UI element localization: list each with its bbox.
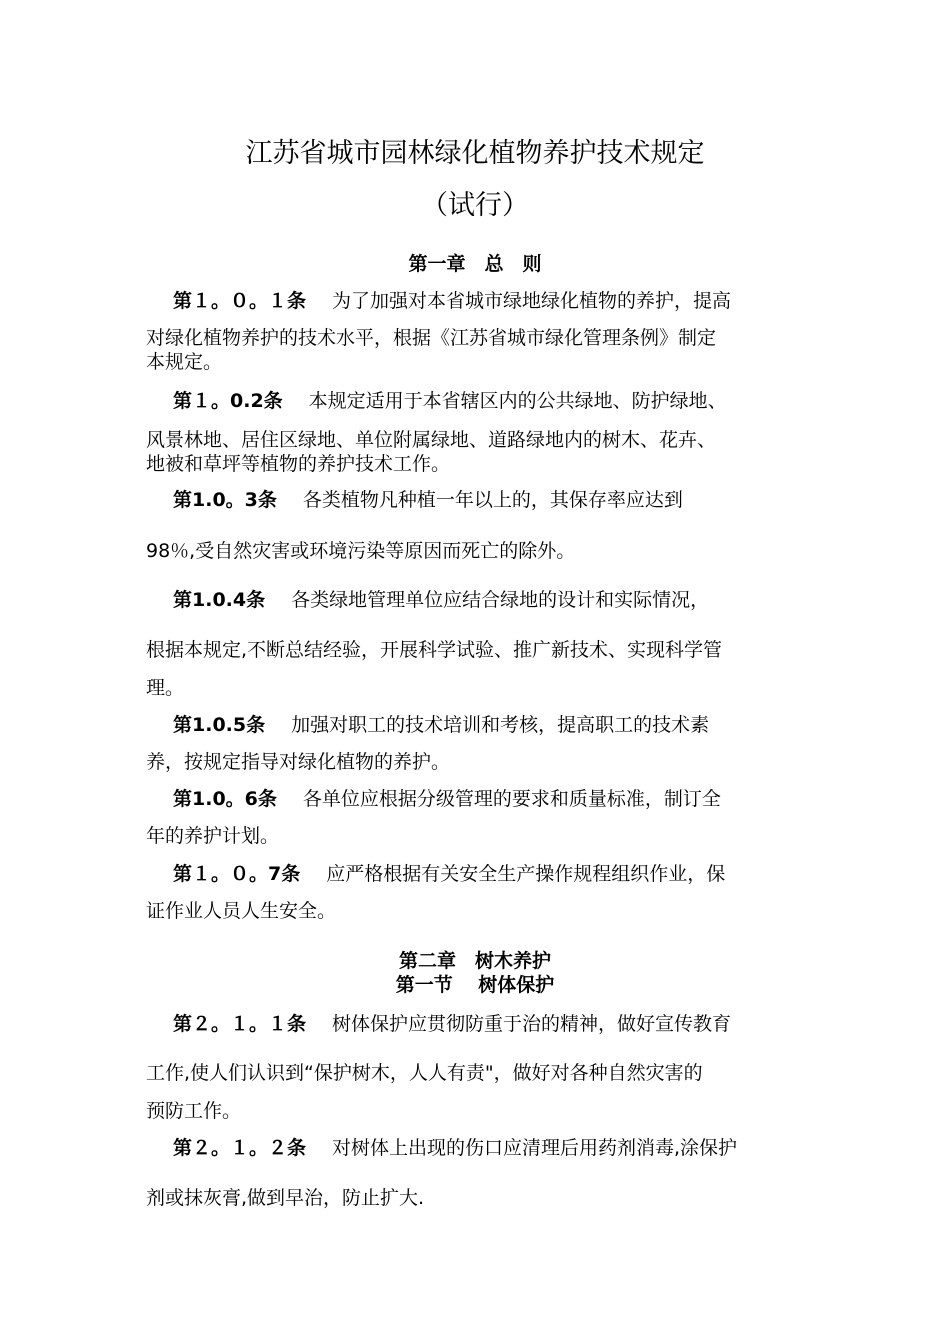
article-1-0-2-line-3: 地被和草坪等植物的养护技术工作。 <box>146 453 451 475</box>
article-number: 第１。０。7条 <box>173 863 301 885</box>
article-1-0-5-line-2: 养，按规定指导对绿化植物的养护。 <box>146 751 451 773</box>
article-1-0-7-line-1 <box>173 859 725 886</box>
article-number: 第２。１。２条 <box>173 1137 307 1159</box>
article-1-0-4-line-2: 根据本规定,不断总结经验，开展科学试验、推广新技术、实现科学管 <box>146 639 723 661</box>
article-text: 各类植物凡种植一年以上的，其保存率应达到 <box>302 489 683 511</box>
article-number: 第1.0。6条 <box>173 788 277 810</box>
chapter-heading-1: 第一章 总 则 <box>408 253 542 275</box>
article-1-0-7-line-2: 证作业人员人生安全。 <box>146 900 337 922</box>
article-2-1-2-line-2: 剂或抹灰膏,做到早治，防止扩大. <box>146 1187 425 1209</box>
article-text: 对树体上出现的伤口应清理后用药剂消毒,涂保护 <box>332 1137 738 1159</box>
chapter-heading-2: 第二章 树木养护 <box>398 950 551 972</box>
article-2-1-1-line-2: 工作,使人们认识到“保护树木，人人有责"，做好对各种自然灾害的 <box>146 1062 703 1084</box>
article-number: 第1.0.4条 <box>173 589 266 611</box>
article-1-0-3-line-2: 98％,受自然灾害或环境污染等原因而死亡的除外。 <box>146 540 576 562</box>
article-1-0-3-line-1 <box>173 485 683 512</box>
article-text: 为了加强对本省城市绿地绿化植物的养护，提高 <box>332 290 732 312</box>
article-number: 第1.0。3条 <box>173 489 277 511</box>
article-number: 第１。０。１条 <box>173 290 307 312</box>
article-text: 树体保护应贯彻防重于治的精神，做好宣传教育 <box>332 1013 732 1035</box>
article-1-0-1-line-1 <box>173 286 731 313</box>
article-1-0-4-line-3: 理。 <box>146 677 185 699</box>
article-2-1-1-line-1 <box>173 1009 731 1036</box>
article-text: 各单位应根据分级管理的要求和质量标准，制订全 <box>302 788 721 810</box>
article-text: 加强对职工的技术培训和考核，提高职工的技术素 <box>291 714 710 736</box>
document-title: 江苏省城市园林绿化植物养护技术规定 <box>245 138 705 169</box>
section-heading-1: 第一节 树体保护 <box>395 974 555 996</box>
article-1-0-6-line-1 <box>173 784 721 811</box>
document-subtitle: （试行） <box>421 190 529 221</box>
article-1-0-1-line-2: 对绿化植物养护的技术水平，根据《江苏省城市绿化管理条例》制定 <box>146 327 717 349</box>
article-1-0-6-line-2: 年的养护计划。 <box>146 825 280 847</box>
article-text: 本规定适用于本省辖区内的公共绿地、防护绿地、 <box>308 390 727 412</box>
article-1-0-2-line-1 <box>173 386 727 413</box>
article-number: 第1.0.5条 <box>173 714 266 736</box>
article-text: 各类绿地管理单位应结合绿地的设计和实际情况， <box>291 589 710 611</box>
article-text: 应严格根据有关安全生产操作规程组织作业，保 <box>326 863 726 885</box>
article-1-0-1-line-3: 本规定。 <box>146 351 223 373</box>
article-2-1-2-line-1 <box>173 1133 737 1160</box>
article-1-0-4-line-1 <box>173 585 709 612</box>
article-number: 第１。0.2条 <box>173 390 283 412</box>
article-1-0-2-line-2: 风景林地、居住区绿地、单位附属绿地、道路绿地内的树木、花卉、 <box>146 429 717 451</box>
article-1-0-5-line-1 <box>173 710 709 737</box>
article-2-1-1-line-3: 预防工作。 <box>146 1100 242 1122</box>
article-number: 第２。１。１条 <box>173 1013 307 1035</box>
